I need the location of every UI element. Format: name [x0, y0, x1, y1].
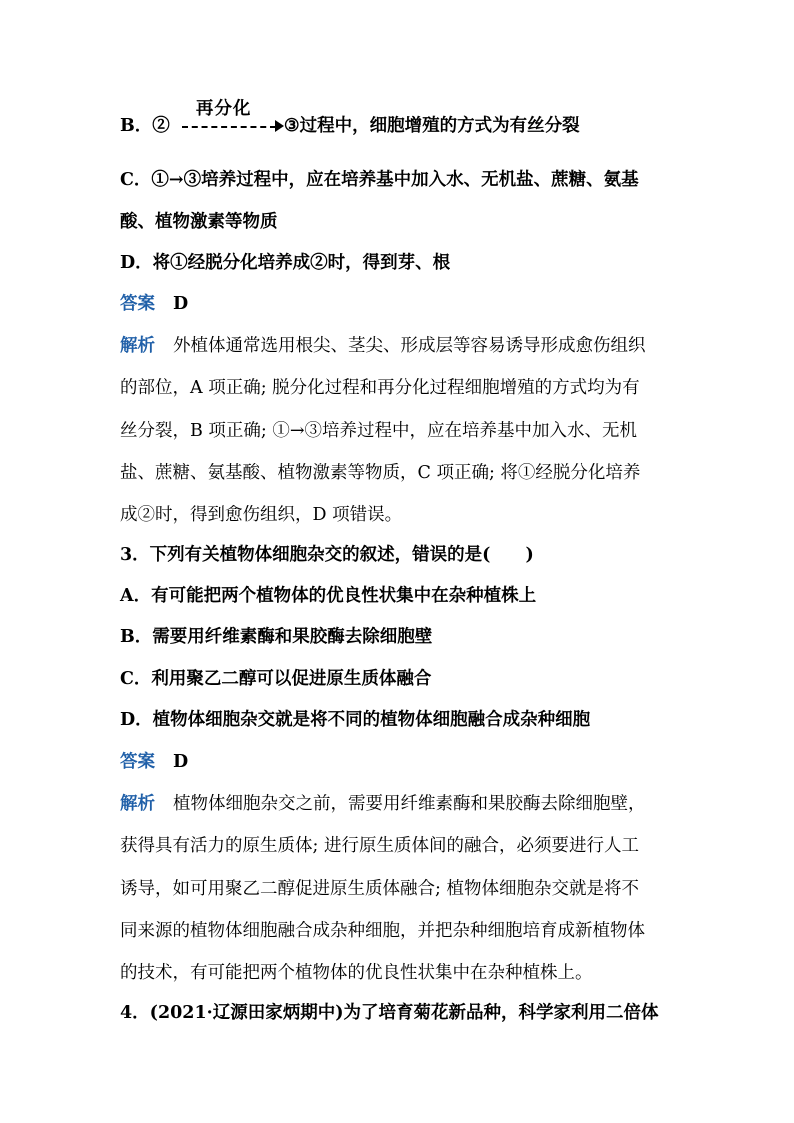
- q2-analysis-line4: 盐、蔗糖、氨基酸、植物激素等物质，C 项正确; 将①经脱分化培养: [120, 463, 641, 483]
- q2-analysis-line3: 丝分裂，B 项正确; ①→③培养过程中，应在培养基中加入水、无机: [120, 421, 638, 441]
- q2-option-b-suffix: ③过程中，细胞增殖的方式为有丝分裂: [283, 116, 580, 136]
- q3-analysis-line2: 获得具有活力的原生质体; 进行原生质体间的融合，必须要进行人工: [120, 836, 639, 856]
- q3-analysis-line4: 同来源的植物体细胞融合成杂种细胞，并把杂种细胞培育成新植物体: [120, 921, 645, 941]
- q2-option-b-prefix: B．②: [120, 116, 170, 136]
- q3-analysis-line3: 诱导，如可用聚乙二醇促进原生质体融合; 植物体细胞杂交就是将不: [120, 879, 639, 899]
- analysis-text: 外植体通常选用根尖、茎尖、形成层等容易诱导形成愈伤组织: [173, 336, 646, 356]
- q2-option-b: [120, 99, 580, 138]
- q2-analysis-line5: 成②时，得到愈伤组织，D 项错误。: [120, 505, 403, 525]
- q3-analysis-line5: 的技术，有可能把两个植物体的优良性状集中在杂种植株上。: [120, 963, 593, 983]
- q2-analysis-line1: [120, 334, 646, 358]
- q3-option-c: C．利用聚乙二醇可以促进原生质体融合: [120, 669, 432, 689]
- q2-option-c-line1: C．①→③培养过程中，应在培养基中加入水、无机盐、蔗糖、氨基: [120, 170, 639, 190]
- arrow-label: 再分化: [195, 99, 252, 119]
- q2-option-d: D．将①经脱分化培养成②时，得到芽、根: [120, 253, 451, 273]
- q3-option-b: B．需要用纤维素酶和果胶酶去除细胞壁: [120, 627, 433, 647]
- q3-option-a: A．有可能把两个植物体的优良性状集中在杂种植株上: [120, 586, 537, 606]
- q4-stem: 4．(2021·辽源田家炳期中)为了培育菊花新品种，科学家利用二倍体: [120, 1003, 659, 1023]
- redifferentiation-arrow: [176, 99, 284, 138]
- q3-stem: 3．下列有关植物体细胞杂交的叙述，错误的是( ): [120, 545, 534, 565]
- q2-analysis-line2: 的部位，A 项正确; 脱分化过程和再分化过程细胞增殖的方式均为有: [120, 378, 640, 398]
- analysis-label: 解析: [120, 336, 155, 356]
- q2-answer: [120, 292, 188, 316]
- arrowhead-icon: [275, 120, 284, 132]
- analysis-text: 植物体细胞杂交之前，需要用纤维素酶和果胶酶去除细胞壁，: [173, 794, 646, 814]
- answer-value: D: [173, 752, 189, 772]
- answer-value: D: [173, 294, 189, 314]
- analysis-label: 解析: [120, 794, 155, 814]
- answer-label: 答案: [120, 752, 155, 772]
- q3-option-d: D．植物体细胞杂交就是将不同的植物体细胞融合成杂种细胞: [120, 710, 591, 730]
- q3-analysis-line1: [120, 792, 646, 816]
- q3-answer: [120, 750, 188, 774]
- q2-option-c-line2: 酸、植物激素等物质: [120, 212, 278, 232]
- answer-label: 答案: [120, 294, 155, 314]
- dashed-line: [182, 126, 276, 128]
